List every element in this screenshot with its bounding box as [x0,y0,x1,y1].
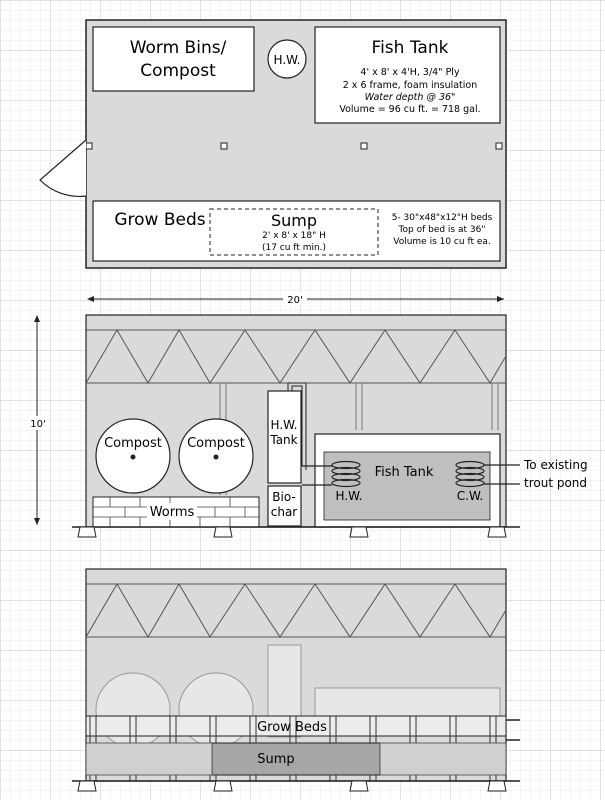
sump-tank [212,743,380,775]
worm-bins-label: Worm Bins/ [129,38,227,58]
plan-view [40,20,506,268]
footing [214,781,232,791]
footing [350,781,368,791]
section-view [72,569,520,791]
footing [78,527,96,537]
worms-label: Worms [149,505,195,520]
footing [78,781,96,791]
fish-tank-note: Volume = 96 cu ft. = 718 gal. [339,104,481,115]
post [361,143,367,149]
sump-title: Sump [270,211,318,230]
barrel-center [214,455,219,460]
lower-shelf [380,743,506,775]
footing [488,527,506,537]
post [496,143,502,149]
footing [214,527,232,537]
trout-pond-label: To existing [524,458,588,472]
footing [350,527,368,537]
bed-note: 5- 30"x48"x12"H beds [391,213,493,223]
section-sump-label: Sump [257,752,295,767]
width-dimension-label: 20' [287,295,303,306]
grow-beds-label: Grow Beds [114,210,206,230]
compost-label: Compost [140,61,216,81]
biochar-label: char [270,505,298,519]
footing [488,781,506,791]
post [86,143,92,149]
fish-tank-note: 2 x 6 frame, foam insulation [342,80,478,91]
fish-tank-label: Fish Tank [374,465,434,480]
compost-right-label: Compost [187,436,245,451]
hw-tank-label: H.W. [270,418,298,432]
biochar-label: Bio- [272,490,296,504]
compost-left-label: Compost [104,436,162,451]
hot-water-label: H.W. [273,53,301,67]
post [221,143,227,149]
hw-coil-label: H.W. [335,489,363,503]
hw-tank-label: Tank [270,433,298,447]
sump-note: (17 cu ft min.) [261,243,327,253]
height-dimension-label: 10' [30,419,46,430]
worm-bins-box [93,27,254,91]
sump-note: 2' x 8' x 18" H [262,231,326,241]
trout-pond-label: trout pond [524,476,588,490]
bed-note: Top of bed is at 36" [398,225,486,235]
fish-tank-title: Fish Tank [371,38,449,58]
section-grow-beds-label: Grow Beds [257,720,327,735]
fish-tank-note: Water depth @ 36" [364,92,456,103]
bed-note: Volume is 10 cu ft ea. [393,237,491,247]
cw-coil-label: C.W. [456,489,484,503]
lower-shelf [86,743,212,775]
fish-tank-note: 4' x 8' x 4'H, 3/4" Ply [360,67,460,78]
barrel-center [131,455,136,460]
